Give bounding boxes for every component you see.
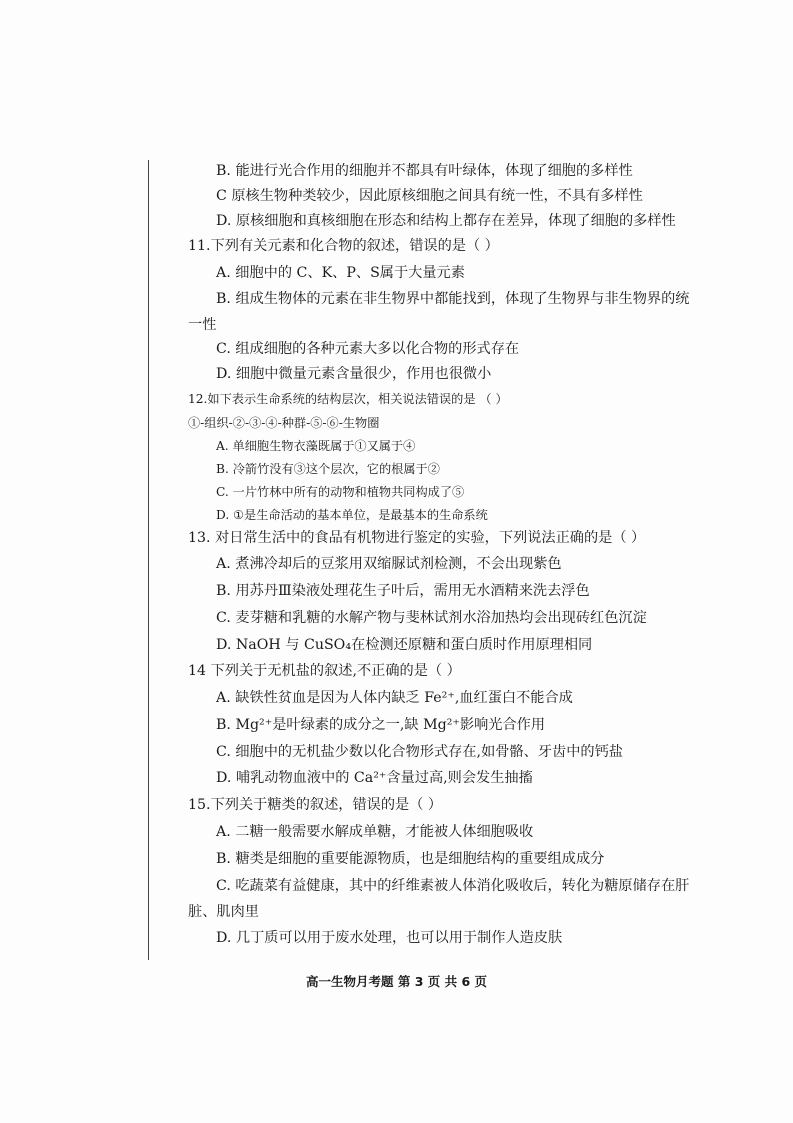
q12-option-d: D. ①是生命活动的基本单位，是最基本的生命系统 bbox=[216, 508, 488, 522]
q13-option-b: B. 用苏丹Ⅲ染液处理花生子叶后，需用无水酒精来洗去浮色 bbox=[216, 583, 590, 599]
q12-hierarchy-chain: ①-组织-②-③-④-种群-⑤-⑥-生物圈 bbox=[188, 416, 380, 430]
q13-stem: 13. 对日常生活中的食品有机物进行鉴定的实验，下列说法正确的是（ ） bbox=[188, 530, 646, 546]
page-footer: 高一生物月考题 第 3 页 共 6 页 bbox=[305, 974, 487, 989]
q11-stem: 11.下列有关元素和化合物的叙述，错误的是（ ） bbox=[188, 238, 499, 254]
q14-option-a: A. 缺铁性贫血是因为人体内缺乏 Fe²⁺,血红蛋白不能合成 bbox=[216, 690, 573, 706]
q14-option-c: C. 细胞中的无机盐少数以化合物形式存在,如骨骼、牙齿中的钙盐 bbox=[216, 744, 623, 760]
q15-option-b: B. 糖类是细胞的重要能源物质，也是细胞结构的重要组成成分 bbox=[216, 851, 605, 867]
q11-option-c: C. 组成细胞的各种元素大多以化合物的形式存在 bbox=[216, 341, 520, 357]
q15-option-a: A. 二糖一般需要水解成单糖，才能被人体细胞吸收 bbox=[216, 824, 534, 840]
q14-option-b: B. Mg²⁺是叶绿素的成分之一,缺 Mg²⁺影响光合作用 bbox=[216, 717, 546, 733]
q13-option-d: D. NaOH 与 CuSO₄在检测还原糖和蛋白质时作用原理相同 bbox=[216, 637, 593, 653]
q15-stem: 15.下列关于糖类的叙述，错误的是（ ） bbox=[188, 797, 443, 813]
q14-option-d: D. 哺乳动物血液中的 Ca²⁺含量过高,则会发生抽搐 bbox=[216, 770, 533, 786]
q13-option-a: A. 煮沸冷却后的豆浆用双缩脲试剂检测，不会出现紫色 bbox=[216, 556, 562, 572]
q11-option-b-continuation: 一性 bbox=[188, 317, 217, 333]
q11-option-d: D. 细胞中微量元素含量很少，作用也很微小 bbox=[216, 366, 492, 382]
q13-option-c: C. 麦芽糖和乳糖的水解产物与斐林试剂水浴加热均会出现砖红色沉淀 bbox=[216, 610, 647, 626]
q12-stem: 12.如下表示生命系统的结构层次，相关说法错误的是 （ ） bbox=[188, 392, 508, 406]
q12-option-a: A. 单细胞生物衣藻既属于①又属于④ bbox=[216, 439, 416, 453]
q10-option-b: B. 能进行光合作用的细胞并不都具有叶绿体，体现了细胞的多样性 bbox=[216, 163, 633, 179]
q15-option-d: D. 几丁质可以用于废水处理，也可以用于制作人造皮肤 bbox=[216, 930, 563, 946]
q12-option-b: B. 冷箭竹没有③这个层次，它的根属于② bbox=[216, 462, 440, 476]
q15-option-c: C. 吃蔬菜有益健康，其中的纤维素被人体消化吸收后，转化为糖原储存在肝 bbox=[216, 878, 690, 894]
q14-stem: 14 下列关于无机盐的叙述,不正确的是（ ） bbox=[188, 663, 461, 679]
q10-option-d: D. 原核细胞和真核细胞在形态和结构上都存在差异，体现了细胞的多样性 bbox=[216, 213, 676, 229]
q11-option-a: A. 细胞中的 C、K、P、S属于大量元素 bbox=[216, 265, 465, 281]
q10-option-c: C 原核生物种类较少，因此原核细胞之间具有统一性，不具有多样性 bbox=[216, 188, 643, 204]
binding-margin-line bbox=[148, 160, 149, 960]
q15-option-c-continuation: 脏、肌肉里 bbox=[188, 904, 259, 920]
q12-option-c: C. 一片竹林中所有的动物和植物共同构成了⑤ bbox=[216, 485, 465, 499]
q11-option-b: B. 组成生物体的元素在非生物界中都能找到，体现了生物界与非生物界的统 bbox=[216, 291, 690, 307]
